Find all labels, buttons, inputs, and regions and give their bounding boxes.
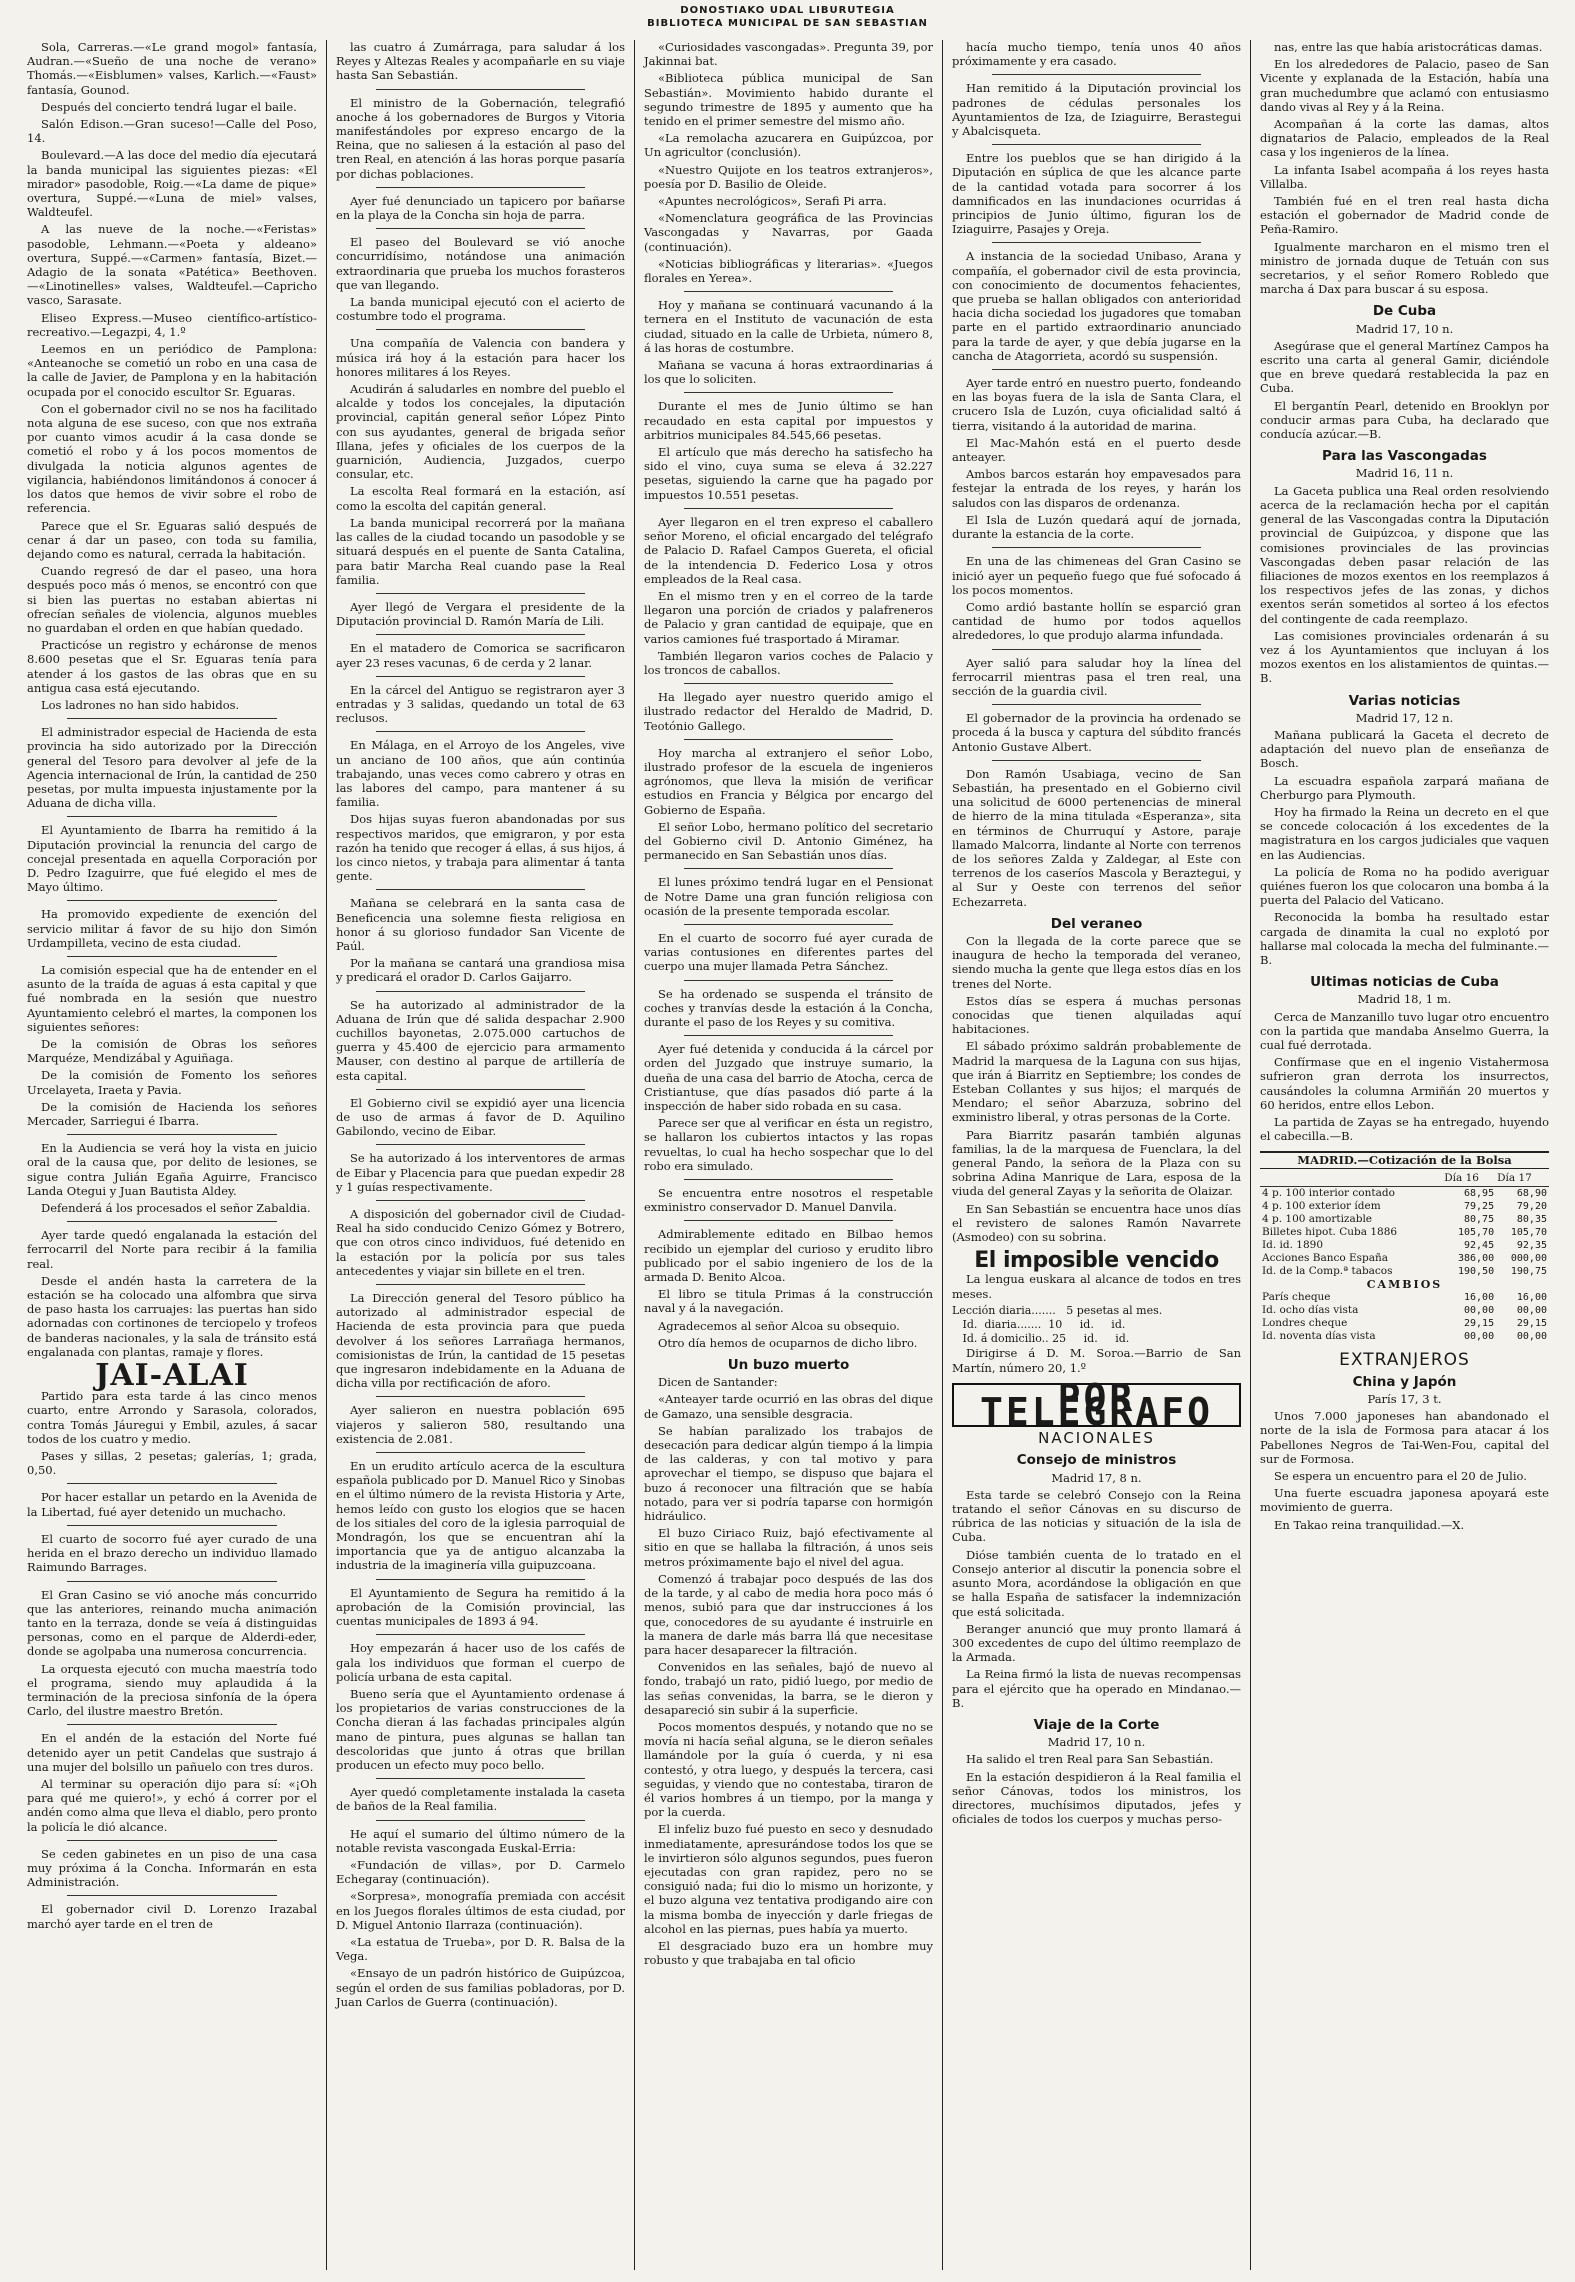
column-3 — [634, 40, 942, 2270]
paragraph: Esta tarde se celebró Consejo con la Reina tratando el señor Cánovas en su discurso de rúbrica de las noticias y situación de la isla de Cuba. — [952, 1487, 1241, 1545]
divider — [376, 676, 585, 677]
paragraph: A disposición del gobernador civil de Ciudad-Real ha sido conducido Cenizo Gómez y Botrero, que con otros cinco individuos, fué detenido en la estación por la policía por sus tales antecedentes y viajar sin billete en el tren. — [336, 1207, 625, 1278]
paragraph: Ha llegado ayer nuestro querido amigo el ilustrado redactor del Heraldo de Madrid, D. Teotónio Gallego. — [644, 690, 933, 733]
paragraph: De la comisión de Obras los señores Marquéze, Mendizábal y Aguiñaga. — [27, 1037, 317, 1066]
paragraph: La policía de Roma no ha podido averiguar quiénes fueron los que colocaron una bomba á la puerta del Palacio del Vaticano. — [1260, 864, 1549, 908]
paragraph: El desgraciado buzo era un hombre muy robusto y que trabajaba en tal oficio — [644, 1938, 933, 1968]
divider — [992, 547, 1201, 548]
paragraph: La partida de Zayas se ha entregado, huyendo el cabecilla.—B. — [1260, 1115, 1549, 1144]
paragraph: La infanta Isabel acompaña á los reyes hasta Villalba. — [1260, 162, 1549, 191]
paragraph: «Nuestro Quijote en los teatros extranjeros», poesía por D. Basilio de Oleide. — [644, 162, 933, 191]
paragraph: «Biblioteca pública municipal de San Sebastián». Movimiento habido durante el segundo trimestre de 1895 y aumento que ha tenido en el primer semestre del mismo año. — [644, 71, 933, 129]
paragraph: «Anteayer tarde ocurrió en las obras del dique de Gamazo, una sensible desgracia. — [644, 1392, 933, 1421]
paragraph: El libro se titula Primas á la construcción naval y á la navegación. — [644, 1287, 933, 1316]
table-header-cell: Día 16 — [1443, 1171, 1496, 1187]
table-cell: 105,70 — [1457, 1226, 1495, 1238]
paragraph: Asegúrase que el general Martínez Campos ha escrito una carta al general Gamir, diciéndole que en breve quedará restablecida la paz en Cuba. — [1260, 338, 1549, 396]
divider — [67, 718, 277, 719]
paragraph: También llegaron varios coches de Palacio y los troncos de caballos. — [644, 648, 933, 677]
paragraph: Convenidos en las señales, bajó de nuevo al fondo, trabajó un rato, pidió luego, por medio de las señas convenidas, la barra, se le dieron y desapareció sin subir á la superficie. — [644, 1660, 933, 1717]
divider — [992, 242, 1201, 243]
paragraph: Partido para esta tarde á las cinco menos cuarto, entre Arrondo y Sarasola, colorados, contra Tomás Jáuregui y Embil, azules, á sacar todos de los cuatro y medio. — [27, 1389, 317, 1446]
masthead-line-2: BIBLIOTECA MUNICIPAL DE SAN SEBASTIAN — [647, 18, 928, 29]
table-row — [1260, 1213, 1549, 1226]
paragraph: Mañana se vacuna á horas extraordinarias á los que lo soliciten. — [644, 358, 933, 387]
table-cell: Id. ocho días vista — [1262, 1303, 1359, 1316]
paragraph: Hoy ha firmado la Reina un decreto en el que se concede colocación á los excedentes de la magistratura en los cargos judiciales que vaquen en las Audiencias. — [1260, 804, 1549, 862]
table-cell: 80,75 — [1464, 1213, 1495, 1225]
paragraph: Se habían paralizado los trabajos de desecación para dedicar algún tiempo á la limpia de las calderas, y con tal motivo y para aprovechar el tiempo, se dispuso que bajara el buzo á reconocer una filtración que se había notado, para ver si podría taparse con hormigón hidráulico. — [644, 1423, 933, 1524]
paragraph: Dirigirse á D. M. Soroa.—Barrio de San Martín, número 20, 1.º — [952, 1346, 1241, 1375]
paragraph: De la comisión de Fomento los señores Urcelayeta, Iraeta y Pavia. — [27, 1068, 317, 1097]
paragraph: En la cárcel del Antiguo se registraron ayer 3 entradas y 3 salidas, quedando un total de 63 reclusos. — [336, 682, 625, 726]
paragraph: Con el gobernador civil no se nos ha facilitado nota alguna de ese suceso, con que nos extraña por cuanto vimos acudir á la casa donde se cometió el robo y á los pocos momentos de divulgada la noticia algunos agentes de vigilancia, habiéndonos limitándonos á conocer á los datos que hemos de vivir sobre el robo de referencia. — [27, 401, 317, 516]
paragraph: Reconocida la bomba ha resultado estar cargada de dinamita la cual no explotó por hallarse mal colocada la mecha del fulminante.—B. — [1260, 910, 1549, 967]
paragraph: Ayer salió para saludar hoy la línea del ferrocarril mientras pasa el tren real, una sección de la guardia civil. — [952, 655, 1241, 698]
divider — [684, 739, 893, 740]
divider — [684, 1035, 893, 1036]
paragraph: Comenzó á trabajar poco después de las dos de la tarde, y al cabo de media hora poco más ó menos, subió para que dar instrucciones á los que, conocedores de su ayudante é instruirle en la manera de darle más barra llá que necesitase para hacer desaparecer la filtración. — [644, 1571, 933, 1657]
divider — [376, 1778, 585, 1779]
dateline: París 17, 3 t. — [1367, 1392, 1442, 1407]
section-title-vascongadas: Para las Vascongadas — [1322, 448, 1487, 465]
paragraph: Han remitido á la Diputación provincial los padrones de cédulas personales los Ayuntamientos de Iza, de Iziaguirre, Berastegui y Abalcisqueta. — [952, 81, 1241, 139]
paragraph: Dos hijas suyas fueron abandonadas por sus respectivos maridos, que emigraron, y por esta razón ha tenido que recoger á ellas, á sus hijos, á los cinco nietos, y trabaja para alimentar á tanta gente. — [336, 812, 625, 884]
paragraph: La escolta Real formará en la estación, así como la escolta del capitán general. — [336, 484, 625, 513]
paragraph: La Reina firmó la lista de nuevas recompensas para el ejército que ha operado en Mindanao.—B. — [952, 1667, 1241, 1710]
paragraph: Don Ramón Usabiaga, vecino de San Sebastián, ha presentado en el Gobierno civil una solicitud de 6000 pertenencias de mineral de hierro de la mina titulada «Esperanza», sita en términos de Churruquí y Astore, paraje llamado Malcorra, lindante al Norte con terrenos de los señores Zalda y Zaldegar, al Este con terrenos de los caseríos Mascola y Beraztegui, y al Sur y Oeste con terrenos del señor Echezarreta. — [952, 766, 1241, 909]
section-title-jai-alai: JAI-ALAI — [95, 1358, 249, 1394]
price-line: Lección diaria....... 5 pesetas al mes. — [952, 1303, 1163, 1317]
paragraph: Dicen de Santander: — [658, 1375, 778, 1390]
price-line: Id. á domicilio.. 25 id. id. — [952, 1332, 1130, 1346]
divider — [376, 329, 585, 330]
paragraph: Ayer fué detenida y conducida á la cárcel por orden del Juzgado que instruye sumario, la dueña de una casa del barrio de Atocha, cerca de Cristiantuse, que días pasados dió parte á la inspección de haber sido robada en su casa. — [644, 1042, 933, 1113]
paragraph: La orquesta ejecutó con mucha maestría todo el programa, siendo muy aplaudida á la terminación de la preciosa sinfonía de la ópera Carlo, del ilustre maestro Bretón. — [27, 1661, 317, 1719]
column-2 — [326, 40, 634, 2270]
table-cell: Id. noventa días vista — [1262, 1329, 1376, 1342]
table-row — [1260, 1291, 1549, 1304]
paragraph: Se ha ordenado se suspenda el tránsito de coches y tranvías desde la estación á la Concha, durante el paso de los Reyes y su comitiva. — [644, 986, 933, 1029]
paragraph: El Gobierno civil se expidió ayer una licencia de uso de armas á favor de D. Aquilino Gabilondo, vecino de Eibar. — [336, 1095, 625, 1139]
paragraph: Practicóse un registro y echáronse de menos 8.600 pesetas que el Sr. Eguaras tenía para atender á los gastos de las obras que en su antigua casa está ejecutando. — [27, 638, 317, 695]
divider — [67, 1581, 277, 1582]
divider — [376, 89, 585, 90]
paragraph: El ministro de la Gobernación, telegrafió anoche á los gobernadores de Burgos y Vitoria manifestándoles por expreso encargo de la Reina, que no saliesen á la estación al paso del tren Real, en atención á las horas porque pasaría por dichas poblaciones. — [336, 95, 625, 181]
paragraph: En Málaga, en el Arroyo de los Angeles, vive un anciano de 100 años, que aún continúa trabajando, unas veces como cabrero y otras en las labores del campo, para mantener á su familia. — [336, 738, 625, 810]
section-title-consejo: Consejo de ministros — [1016, 1452, 1177, 1469]
paragraph: Cerca de Manzanillo tuvo lugar otro encuentro con la partida que mandaba Anselmo Guerra, la cual fué derrotada. — [1260, 1009, 1549, 1052]
dateline: Madrid 17, 10 n. — [1047, 1735, 1146, 1750]
paragraph: Eliseo Express.—Museo científico-artístico-recreativo.—Legazpi, 4, 1.º — [27, 310, 317, 339]
table-cell: 4 p. 100 amortizable — [1262, 1212, 1373, 1225]
paragraph: Cuando regresó de dar el paseo, una hora después poco más ó menos, se encontró con que si bien las puertas no estaban abiertas ni ofrecían señales de violencia, algunos muebles no guardaban el orden en que habían quedado. — [27, 564, 317, 635]
table-row — [1260, 1330, 1549, 1343]
divider — [684, 508, 893, 509]
divider — [376, 634, 585, 635]
paragraph: En San Sebastián se encuentra hace unos días el revistero de salones Ramón Navarrete (Asmodeo) con su sobrina. — [952, 1201, 1241, 1245]
paragraph: Igualmente marcharon en el mismo tren el ministro de jornada duque de Tetuán con sus secretarios, y el señor Romero Robledo que marcha á Dax para buscar á su esposa. — [1260, 239, 1549, 297]
paragraph: hacía mucho tiempo, tenía unos 40 años próximamente y era casado. — [952, 40, 1241, 69]
table-cell: 79,20 — [1516, 1200, 1547, 1212]
divider — [992, 74, 1201, 75]
table-header-cell: Día 17 — [1496, 1171, 1549, 1187]
paragraph: Hoy marcha al extranjero el señor Lobo, ilustrado profesor de la escuela de ingenieros agrónomos, que lleva la misión de verificar estudios en Francia y Bélgica por encargo del Gobierno de España. — [644, 745, 933, 817]
paragraph: El infeliz buzo fué puesto en seco y desnudado inmediatamente, apresurándose todos los que se le invirtieron sólo algunos segundos, pues fueron ejecutadas con gran rapidez, pero no se consiguió nada; fui dio lo mismo un horizonte, y el buzo alguna vez tentativa prodigando aire con la misma bomba de inyección y darle friegas de alcohol en las piernas, pues había ya muerto. — [644, 1822, 933, 1936]
table-cell: 29,15 — [1464, 1317, 1495, 1329]
paragraph: Confírmase que en el ingenio Vistahermosa sufrieron gran derrota los insurrectos, causándoles la columna Armiñán 20 muertos y 60 heridos, entre ellos Lebon. — [1260, 1055, 1549, 1112]
divider — [376, 1089, 585, 1090]
column-1 — [18, 40, 326, 2270]
paragraph: Beranger anunció que muy pronto llamará á 300 excedentes de cupo del último reemplazo de la Armada. — [952, 1621, 1241, 1665]
advert-title: El imposible vencido — [974, 1248, 1219, 1274]
paragraph: Parece ser que al verificar en ésta un registro, se hallaron los cubiertos intactos y las ropas revueltas, lo cual ha hecho sospechar que lo del robo era simulado. — [644, 1116, 933, 1173]
dateline: Madrid 17, 10 n. — [1355, 321, 1454, 336]
paragraph: A las nueve de la noche.—«Feristas» pasodoble, Lehmann.—«Poeta y aldeano» overtura, Suppé.—«Carmen» fantasía, Bizet.—Adagio de la sonata «Patética» Beethoven.—«Linotinelles» valses, Waldteufel.—Capricho vasco, Sarasate. — [27, 222, 317, 308]
paragraph: La escuadra española zarpará mañana de Cherburgo para Plymouth. — [1260, 773, 1549, 802]
divider — [67, 1221, 277, 1222]
paragraph: El administrador especial de Hacienda de esta provincia ha sido autorizado por la Dirección general del Tesoro para devolver al jefe de la Agencia internacional de Irún, la cantidad de 250 pesetas, por multa impuesta injustamente por la Aduana de dicha villa. — [27, 725, 317, 811]
paragraph: Agradecemos al señor Alcoa su obsequio. — [658, 1318, 900, 1333]
dateline: Madrid 16, 11 n. — [1355, 466, 1454, 481]
divider — [67, 956, 277, 957]
stock-table — [1260, 1171, 1549, 1343]
table-cell: 190,75 — [1510, 1265, 1547, 1277]
paragraph: En el mismo tren y en el correo de la tarde llegaron una porción de criados y palafreneros de Palacio y gran cantidad de equipaje, que en varios camiones fué trasportado á Miramar. — [644, 588, 933, 646]
paragraph: El paseo del Boulevard se vió anoche concurridísimo, notándose una animación extraordinaria que prueba los muchos forasteros que van llegando. — [336, 235, 625, 292]
newspaper-page — [18, 40, 1558, 2270]
paragraph: Se ha autorizado al administrador de la Aduana de Irún que dé salida despachar 2.900 cuchillos bayonetas, 2.075.000 cartuchos de guerra y 45.400 de ejercicio para armamento Mauser, con destino al parque de artillería de esta capital. — [336, 997, 625, 1083]
paragraph: Se ceden gabinetes en un piso de una casa muy próxima á la Concha. Informarán en esta Administración. — [27, 1846, 317, 1890]
divider — [684, 868, 893, 869]
paragraph: La banda municipal ejecutó con el acierto de costumbre todo el programa. — [336, 295, 625, 324]
table-row — [1260, 1304, 1549, 1317]
paragraph: El artículo que más derecho ha satisfecho ha sido el vino, cuya suma se eleva á 32.227 pesetas, siguiendo la carne que ha pagado por impuestos 10.551 pesetas. — [644, 445, 933, 502]
paragraph: Ha promovido expediente de exención del servicio militar á favor de su hijo don Simón Urdampilleta, vecino de esta ciudad. — [27, 907, 317, 950]
divider — [684, 291, 893, 292]
paragraph: Mañana se celebrará en la santa casa de Beneficencia una solemne fiesta religiosa en honor á su glorioso fundador San Vicente de Paúl. — [336, 896, 625, 953]
paragraph: Dióse también cuenta de lo tratado en el Consejo anterior al discutir la ponencia sobre el asunto Mora, acordándose la obligación en que se halla España de satisfacer la indemnización que está solicitada. — [952, 1547, 1241, 1619]
divider — [992, 760, 1201, 761]
table-cell: 68,95 — [1464, 1187, 1495, 1199]
divider — [67, 1840, 277, 1841]
section-subtitle-nacionales: NACIONALES — [1038, 1429, 1155, 1448]
section-title-ultimas-cuba: Ultimas noticias de Cuba — [1310, 974, 1499, 991]
table-cell: 00,00 — [1464, 1304, 1495, 1316]
paragraph: En la estación despidieron á la Real familia el señor Cánovas, todos los ministros, los directores, muchísimos diputados, jefes y oficiales de todos los cuerpos y muchas perso- — [952, 1769, 1241, 1827]
section-title-china-japon: China y Japón — [1352, 1373, 1457, 1390]
column-4 — [942, 40, 1250, 2270]
paragraph: La Gaceta publica una Real orden resolviendo acerca de la reclamación hecha por el capitán general de las Vascongadas contra la Diputación provincial de Guipúzcoa, y dispone que las comisiones provinciales de las provincias Vascongadas deben pasar relación de las filiaciones de mozos exentos en los reemplazos á los respectivos jefes de las zonas, y dichos exentos serán sometidos al sorteo á los efectos del contingente de cada reemplazo. — [1260, 483, 1549, 626]
paragraph: «Nomenclatura geográfica de las Provincias Vascongadas y Navarras, por Gaada (continuación). — [644, 211, 933, 254]
section-title-del-veraneo: Del veraneo — [1050, 915, 1143, 932]
divider — [376, 1820, 585, 1821]
paragraph: El Isla de Luzón quedará aquí de jornada, durante la estancia de la corte. — [952, 512, 1241, 542]
divider — [376, 889, 585, 890]
paragraph: En Takao reina tranquilidad.—X. — [1274, 1517, 1465, 1532]
paragraph: Al terminar su operación dijo para sí: «¡Oh para qué me quiero!», y echó á correr por el andén como alma que lleva el diablo, pero pronto la policía le dió alcance. — [27, 1776, 317, 1834]
column-5 — [1250, 40, 1558, 2270]
divider — [67, 816, 277, 817]
masthead — [0, 0, 1575, 36]
paragraph: En el matadero de Comorica se sacrificaron ayer 23 reses vacunas, 6 de cerda y 2 lanar. — [336, 641, 625, 670]
paragraph: «Ensayo de un padrón histórico de Guipúzcoa, según el orden de sus familias pobladoras, por D. Juan Carlos de Guerra (continuación). — [336, 1966, 625, 2009]
paragraph: Unos 7.000 japoneses han abandonado el norte de la isla de Formosa para atacar á los Pabellones Negros de Tai-Wen-Fou, capital del sur de Formosa. — [1260, 1409, 1549, 1466]
paragraph: El Ayuntamiento de Segura ha remitido á la aprobación de la Comisión provincial, las cuentas municipales de 1893 á 94. — [336, 1585, 625, 1629]
paragraph: Hoy empezarán á hacer uso de los cafés de gala los individuos que forman el cuerpo de policía urbana de esta capital. — [336, 1641, 625, 1684]
paragraph: Bueno sería que el Ayuntamiento ordenase á los propietarios de varias construcciones de la Concha dieran á las fachadas principales algún mano de pintura, pues algunas se hallan tan descoloridas que junto á otras que brillan producen un efecto muy poco bello. — [336, 1686, 625, 1772]
table-cell: 16,00 — [1516, 1291, 1547, 1303]
masthead-line-1: DONOSTIAKO UDAL LIBURUTEGIA — [680, 5, 895, 16]
table-cell: 79,25 — [1464, 1200, 1495, 1212]
table-header-row — [1260, 1171, 1549, 1187]
dateline: Madrid 18, 1 m. — [1357, 992, 1452, 1007]
paragraph: nas, entre las que había aristocráticas damas. — [1274, 40, 1543, 54]
divider — [684, 1179, 893, 1180]
paragraph: «Sorpresa», monografía premiada con accésit en los Juegos florales últimos de esta ciudad, por D. Miguel Antonio Ilarraza (continuación). — [336, 1889, 625, 1932]
table-section-label: CAMBIOS — [1366, 1277, 1443, 1291]
section-title-buzo-muerto: Un buzo muerto — [727, 1357, 850, 1374]
paragraph: En una de las chimeneas del Gran Casino se inició ayer un pequeño fuego que fué sofocado á los pocos momentos. — [952, 554, 1241, 597]
paragraph: Se espera un encuentro para el 20 de Julio. — [1274, 1469, 1527, 1484]
paragraph: Se ha autorizado á los interventores de armas de Eibar y Placencia para que puedan expedir 28 y 1 guías respectivamente. — [336, 1151, 625, 1194]
table-header-cell — [1260, 1171, 1443, 1187]
table-row — [1260, 1252, 1549, 1265]
section-title-de-cuba: De Cuba — [1372, 303, 1437, 320]
paragraph: Se encuentra entre nosotros el respetable exministro conservador D. Manuel Danvila. — [644, 1186, 933, 1215]
paragraph: Por hacer estallar un petardo en la Avenida de la Libertad, fué ayer detenido un muchacho. — [27, 1490, 317, 1519]
paragraph: Ambos barcos estarán hoy empavesados para festejar la entrada de los reyes, y harán los saludos con las disparos de ordenanza. — [952, 467, 1241, 510]
paragraph: Durante el mes de Junio último se han recaudado en esta capital por impuestos y arbitrios municipales 84.545,66 pesetas. — [644, 399, 933, 442]
paragraph: El lunes próximo tendrá lugar en el Pensionat de Notre Dame una gran función religiosa con ocasión de la presente temporada escolar. — [644, 875, 933, 918]
paragraph: «Curiosidades vascongadas». Pregunta 39, por Jakinnai bat. — [644, 40, 933, 69]
table-cell: 16,00 — [1464, 1291, 1495, 1303]
section-banner-telegrafo: POR TELEGRAFO — [952, 1383, 1241, 1427]
table-cell: 190,50 — [1457, 1265, 1495, 1277]
paragraph: Admirablemente editado en Bilbao hemos recibido un ejemplar del curioso y erudito libro publicado por el sabio ingeniero de los de la armada D. Benito Alcoa. — [644, 1227, 933, 1285]
section-title-extranjeros: EXTRANJEROS — [1339, 1349, 1470, 1370]
table-cell: París cheque — [1262, 1290, 1331, 1303]
paragraph: Ayer fué denunciado un tapicero por bañarse en la playa de la Concha sin hoja de parra. — [336, 193, 625, 223]
divider — [67, 1525, 277, 1526]
paragraph: El cuarto de socorro fué ayer curado de una herida en el brazo derecho un individuo llamado Raimundo Barrages. — [27, 1531, 317, 1575]
paragraph: El Gran Casino se vió anoche más concurrido que las anteriores, reinando mucha animación tanto en la terraza, donde se veía á distinguidas personas, como en el parque de Alderdi-eder, donde se agolpaba una numerosa concurrencia. — [27, 1587, 317, 1659]
dateline: Madrid 17, 8 n. — [1051, 1470, 1142, 1485]
section-title-viaje-corte: Viaje de la Corte — [1033, 1716, 1160, 1733]
paragraph: El gobernador de la provincia ha ordenado se proceda á la busca y captura del súbdito francés Antonio Gustave Albert. — [952, 711, 1241, 754]
paragraph: «Fundación de villas», por D. Carmelo Echegaray (continuación). — [336, 1857, 625, 1887]
paragraph: A instancia de la sociedad Unibaso, Arana y compañía, el gobernador civil de esta provincia, con conocimiento de documentos fehacientes, que prueba se hallan obligados con anterioridad hacia dicha sociedad los jugadores que tomaban parte en el partido extraordinario anunciado para la tarde de ayer, y que debía jugarse en la cancha de Atagorrieta, acordó su suspensión. — [952, 249, 1241, 363]
divider — [684, 1220, 893, 1221]
divider — [376, 991, 585, 992]
table-cell: 92,45 — [1464, 1239, 1495, 1251]
paragraph: Ayer llegó de Vergara el presidente de la Diputación provincial D. Ramón María de Lili. — [336, 599, 625, 629]
paragraph: Acudirán á saludarles en nombre del pueblo el alcalde y todos los concejales, la diputación provincial, capitán general señor López Pinto con sus ayudantes, general de brigada señor Illana, jefes y oficiales de los cuerpos de la guarnición, Audiencia, Juzgados, cuerpo consular, etc. — [336, 382, 625, 482]
table-cell: 00,00 — [1516, 1330, 1547, 1342]
divider — [376, 731, 585, 732]
paragraph: Con la llegada de la corte parece que se inaugura de hecho la temporada del veraneo, siendo mucha la gente que llega estos días en los trenes del Norte. — [952, 933, 1241, 991]
paragraph: He aquí el sumario del último número de la notable revista vascongada Euskal-Erria: — [336, 1826, 625, 1855]
divider — [992, 649, 1201, 650]
divider — [992, 369, 1201, 370]
table-cell: 92,35 — [1516, 1239, 1547, 1251]
divider — [992, 704, 1201, 705]
paragraph: Para Biarritz pasarán también algunas familias, la de la marquesa de Fuenclara, la del general Pando, la señora de la Plaza con su sobrina Adina Manrique de Lara, esposa de la viuda del general Zayas y la señorita de Olaizar. — [952, 1127, 1241, 1199]
paragraph: las cuatro á Zumárraga, para saludar á los Reyes y Altezas Reales y acompañarle en su viaje hasta San Sebastián. — [336, 40, 625, 83]
paragraph: «La remolacha azucarera en Guipúzcoa, por Un agricultor (conclusión). — [644, 131, 933, 160]
divider — [376, 593, 585, 594]
divider — [376, 1396, 585, 1397]
paragraph: «Apuntes necrológicos», Serafi Pi arra. — [658, 194, 887, 209]
paragraph: Las comisiones provinciales ordenarán á su vez á los Ayuntamientos que incluyan á los mozos exentos en los alistamientos de quintas.—B. — [1260, 628, 1549, 686]
table-cell: 80,35 — [1516, 1213, 1547, 1225]
table-cell: 105,70 — [1510, 1226, 1547, 1238]
section-title-varias-noticias: Varias noticias — [1348, 692, 1461, 709]
table-row — [1260, 1278, 1549, 1291]
divider — [67, 1483, 277, 1484]
paragraph: Una compañía de Valencia con bandera y música irá hoy á la estación para hacer los honores militares á los Reyes. — [336, 336, 625, 379]
paragraph: En un erudito artículo acerca de la escultura española publicado por D. Manuel Rico y Sinobas en el último número de la revista Historia y Arte, hemos leído con gusto los elogios que se hacen de los sitiales del coro de la iglesia parroquial de Mondragón, los que se encuentran ahí la importancia que ya de antiguo alcanzaba la industria de la imaginería villa guipuzcoana. — [336, 1459, 625, 1573]
divider — [67, 900, 277, 901]
divider — [376, 228, 585, 229]
paragraph: Ayer quedó completamente instalada la caseta de baños de la Real familia. — [336, 1785, 625, 1814]
paragraph: En la Audiencia se verá hoy la vista en juicio oral de la causa que, por delito de lesiones, se sigue contra Julián Egaña Aguirre, Francisco Landa Otegui y Juan Bautista Aldey. — [27, 1141, 317, 1198]
paragraph: Pocos momentos después, y notando que no se movía ni hacía señal alguna, se le dieron señales llamándole por la guía ó cuerda, y ni esa contestó, y otra luego, y después la tercera, casi seguidas, y viendo que no contestaba, tiraron de él varios hombres á un tiempo, por la manga y por la cuerda. — [644, 1719, 933, 1820]
table-cell: 29,15 — [1516, 1317, 1547, 1329]
paragraph: La comisión especial que ha de entender en el asunto de la traída de aguas á esta capital y que fué nombrada en la sesión que nuestro Ayuntamiento celebró el martes, la componen los siguientes señores: — [27, 962, 317, 1034]
table-cell: Londres cheque — [1262, 1316, 1348, 1329]
table-cell: 68,90 — [1516, 1187, 1547, 1199]
table-cell: 000,00 — [1510, 1252, 1547, 1264]
table-row — [1260, 1239, 1549, 1252]
table-row — [1260, 1265, 1549, 1278]
paragraph: Boulevard.—A las doce del medio día ejecutará la banda municipal las siguientes piezas: «El mirador» pasodoble, Roig.—«La dame de pique» overtura, Suppé.—«Luna de miel» valses, Waldteufel. — [27, 148, 317, 220]
table-cell: Id. de la Comp.ª tabacos — [1262, 1264, 1393, 1277]
price-list — [952, 1304, 1241, 1347]
paragraph: Salón Edison.—Gran suceso!—Calle del Poso, 14. — [27, 117, 317, 146]
paragraph: El buzo Ciriaco Ruiz, bajó efectivamente al sitio en que se hallaba la filtración, á unos seis metros próximamente bajo el nivel del agua. — [644, 1526, 933, 1569]
table-cell: 4 p. 100 exterior ídem — [1262, 1199, 1381, 1212]
paragraph: La lengua euskara al alcance de todos en tres meses. — [952, 1272, 1241, 1301]
paragraph: También fué en el tren real hasta dicha estación el gobernador de Madrid conde de Peña-Ramiro. — [1260, 194, 1549, 237]
divider — [684, 924, 893, 925]
paragraph: Sola, Carreras.—«Le grand mogol» fantasía, Audran.—«Sueño de una noche de verano» Thomás.—«Eisblumen» valses, Karlich.—«Faust» fantasía, Gounod. — [27, 40, 317, 97]
table-row — [1260, 1200, 1549, 1213]
paragraph: En el cuarto de socorro fué ayer curada de varias contusiones en diferentes partes del cuerpo una mujer llamada Petra Sánchez. — [644, 930, 933, 974]
table-cell: 4 p. 100 interior contado — [1262, 1186, 1395, 1199]
paragraph: En el andén de la estación del Norte fué detenido ayer un petit Candelas que sustrajo á una mujer del bolsillo un pañuelo con tres duros. — [27, 1731, 317, 1774]
paragraph: El Mac-Mahón está en el puerto desde anteayer. — [952, 435, 1241, 465]
table-cell: Id. id. 1890 — [1262, 1238, 1324, 1251]
paragraph: Mañana publicará la Gaceta el decreto de adaptación del nuevo plan de enseñanza de Bosch. — [1260, 727, 1549, 771]
divider — [67, 1724, 277, 1725]
table-cell: Billetes hipot. Cuba 1886 — [1262, 1225, 1398, 1238]
paragraph: «Noticias bibliográficas y literarias». «Juegos florales en Yerea». — [644, 256, 933, 286]
divider — [376, 1144, 585, 1145]
paragraph: Hoy y mañana se continuará vacunando á la ternera en el Instituto de vacunación de esta ciudad, situado en la calle de Urbieta, número 8, á las horas de costumbre. — [644, 298, 933, 355]
divider — [992, 144, 1201, 145]
paragraph: El Ayuntamiento de Ibarra ha remitido á la Diputación provincial la renuncia del cargo de concejal presentada en aquella Corporación por D. Pedro Izaguirre, que fué elegido el mes de Mayo último. — [27, 823, 317, 895]
divider — [67, 1895, 277, 1896]
divider — [684, 683, 893, 684]
paragraph: Los ladrones no han sido habidos. — [41, 697, 240, 712]
table-row — [1260, 1317, 1549, 1330]
divider — [376, 1200, 585, 1201]
paragraph: El sábado próximo saldrán probablemente de Madrid la marquesa de la Laguna con sus hijas, que irán á Biarritz en Septiembre; los condes de Esteban Collantes y sus hijos; el marqués de Mendaro; el señor Abarzuza, sobrino del exministro liberal, y otras personas de la Corte. — [952, 1039, 1241, 1125]
paragraph: Ayer tarde entró en nuestro puerto, fondeando en las boyas fuera de la isla de Santa Clara, el crucero Isla de Luzón, cuya oficialidad saltó á tierra, visitando á la autoridad de marina. — [952, 376, 1241, 433]
paragraph: Defenderá á los procesados el señor Zabaldia. — [41, 1201, 311, 1216]
paragraph: Otro día hemos de ocuparnos de dicho libro. — [658, 1335, 918, 1350]
paragraph: Una fuerte escuadra japonesa apoyará este movimiento de guerra. — [1260, 1486, 1549, 1515]
table-cell: 00,00 — [1464, 1330, 1495, 1342]
divider — [684, 392, 893, 393]
divider — [67, 1134, 277, 1135]
table-row — [1260, 1186, 1549, 1200]
paragraph: Después del concierto tendrá lugar el baile. — [41, 99, 297, 114]
paragraph: Estos días se espera á muchas personas conocidas que tienen alquiladas aquí habitaciones. — [952, 993, 1241, 1037]
paragraph: Parece que el Sr. Eguaras salió después de cenar á dar un paseo, con toda su familia, dejando como es natural, cerrada la habitación. — [27, 518, 317, 561]
paragraph: El gobernador civil D. Lorenzo Irazabal marchó ayer tarde en el tren de — [27, 1902, 317, 1931]
divider — [376, 1452, 585, 1453]
table-cell: 00,00 — [1516, 1304, 1547, 1316]
paragraph: Entre los pueblos que se han dirigido á la Diputación en súplica de que les alcance parte de la cantidad votada para socorrer á los damnificados en las inundaciones ocurridas á principios de Junio último, figuran los de Iziaguirre, Pasajes y Oreja. — [952, 151, 1241, 237]
paragraph: La banda municipal recorrerá por la mañana las calles de la ciudad tocando un pasodoble y se situará después en el puente de Santa Catalina, para batir Marcha Real cuando pase la Real familia. — [336, 515, 625, 587]
stock-table-title: MADRID.—Cotización de la Bolsa — [1260, 1151, 1549, 1168]
paragraph: Ha salido el tren Real para San Sebastián. — [966, 1752, 1214, 1767]
paragraph: El bergantín Pearl, detenido en Brooklyn por conducir armas para Cuba, ha declarado que conducía azúcar.—B. — [1260, 398, 1549, 442]
paragraph: «La estatua de Trueba», por D. R. Balsa de la Vega. — [336, 1934, 625, 1964]
paragraph: Pases y sillas, 2 pesetas; galerías, 1; grada, 0,50. — [27, 1449, 317, 1478]
divider — [376, 1634, 585, 1635]
divider — [376, 1284, 585, 1285]
price-line: Id. diaria....... 10 id. id. — [952, 1318, 1126, 1332]
paragraph: Acompañan á la corte las damas, altos dignatarios de Palacio, empleados de la Real casa y los ingenieros de la línea. — [1260, 117, 1549, 160]
dateline: Madrid 17, 12 n. — [1355, 710, 1454, 725]
paragraph: Ayer llegaron en el tren expreso el caballero señor Moreno, el oficial encargado del telégrafo de Palacio D. Rafael Campos Guereta, el oficial de la intendencia D. Federico Losa y otros empleados de la Real casa. — [644, 514, 933, 586]
paragraph: En los alrededores de Palacio, paseo de San Vicente y explanada de la Estación, había una gran muchedumbre que aclamó con entusiasmo dando vivas al Rey y á la Reina. — [1260, 57, 1549, 114]
paragraph: Desde el andén hasta la carretera de la estación se ha colocado una alfombra que sirva de paso hasta los carruajes: las puertas han sido adornadas con cortinones de terciopelo y trofeos de banderas nacionales, y la sala de tránsito está engalanada con plantas, ramaje y flores. — [27, 1273, 317, 1359]
paragraph: Ayer tarde quedó engalanada la estación del ferrocarril del Norte para recibir á la familia real. — [27, 1228, 317, 1271]
divider — [684, 980, 893, 981]
paragraph: Ayer salieron en nuestra población 695 viajeros y salieron 580, resultando una existencia de 2.081. — [336, 1403, 625, 1446]
table-cell: Acciones Banco España — [1262, 1251, 1389, 1264]
paragraph: Leemos en un periódico de Pamplona: «Anteanoche se cometió un robo en una casa de la calle de Javier, de Pamplona y en la habitación ocupada por el conocido escultor Sr. Eguaras. — [27, 342, 317, 399]
table-row — [1260, 1226, 1549, 1239]
paragraph: De la comisión de Hacienda los señores Mercader, Sarriegui é Ibarra. — [27, 1099, 317, 1129]
divider — [376, 187, 585, 188]
paragraph: Por la mañana se cantará una grandiosa misa y predicará el orador D. Carlos Gaijarro. — [336, 956, 625, 985]
paragraph: Como ardió bastante hollín se esparció gran cantidad de humo por todos aquellos alrededores, lo que produjo alarma infundada. — [952, 599, 1241, 643]
table-cell: 386,00 — [1457, 1252, 1495, 1264]
paragraph: La Dirección general del Tesoro público ha autorizado al administrador especial de Hacienda de esta provincia para que pueda devolver á los señores Larrañaga hermanos, comisionistas de Irún, la cantidad de 15 pesetas que ingresaron indebidamente en la Aduana de dicha villa por rectificación de aforo. — [336, 1291, 625, 1391]
divider — [376, 1579, 585, 1580]
paragraph: El señor Lobo, hermano político del secretario del Gobierno civil D. Antonio Giménez, ha permanecido en San Sebastián unos días. — [644, 819, 933, 863]
